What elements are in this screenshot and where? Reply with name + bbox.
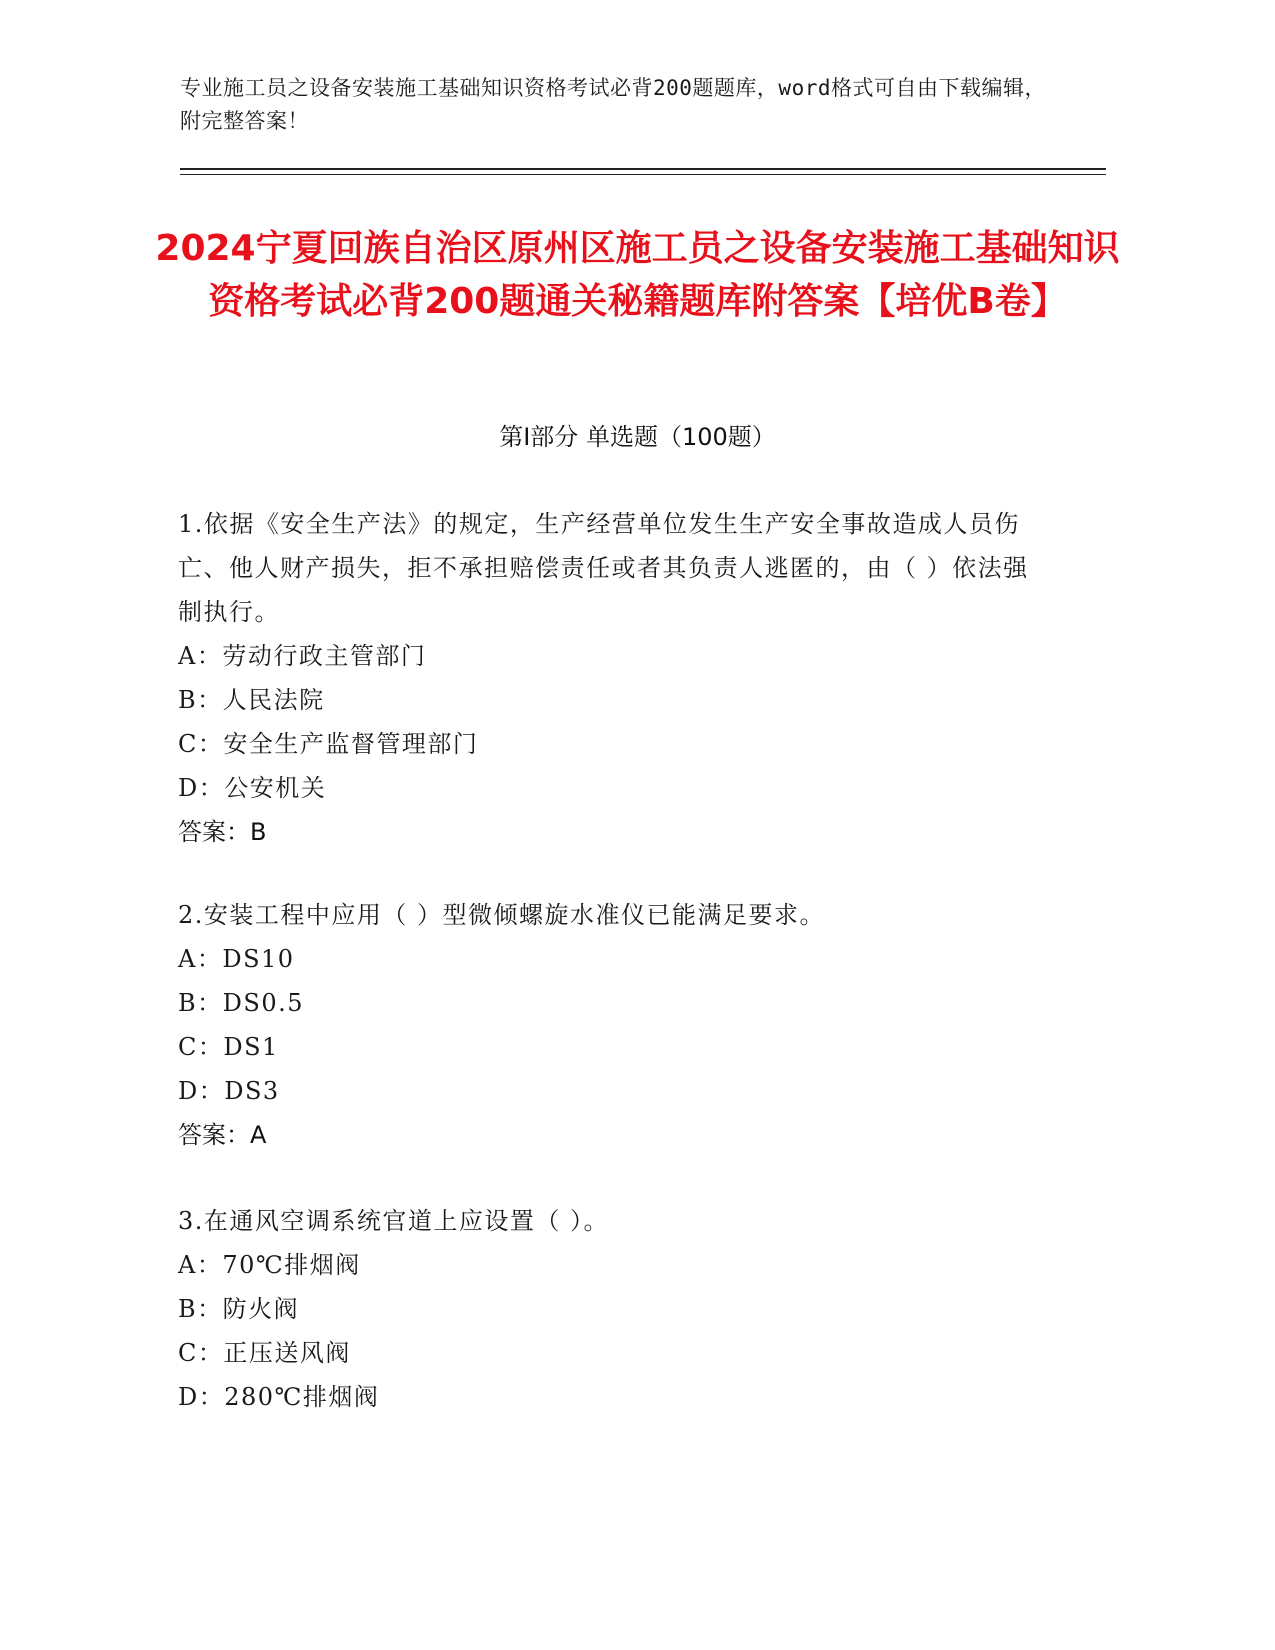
option-a: A：70℃排烟阀: [178, 1251, 361, 1279]
option-a: A：DS10: [178, 945, 295, 973]
question-stem: 3.在通风空调系统官道上应设置（ ）。: [178, 1207, 610, 1235]
option-c: C：DS1: [178, 1033, 279, 1061]
question-3: [178, 1199, 1038, 1419]
header-note: 专业施工员之设备安装施工基础知识资格考试必背200题题库，word格式可自由下载编辑，附完整答案！: [180, 76, 1046, 133]
option-d: D：280℃排烟阀: [178, 1383, 380, 1411]
header-divider-thin: [180, 174, 1106, 175]
header-divider-thick: [180, 168, 1106, 170]
option-c: C：正压送风阀: [178, 1339, 351, 1367]
option-d: D：DS3: [178, 1077, 280, 1105]
question-1: [178, 502, 1038, 854]
option-c: C：安全生产监督管理部门: [178, 730, 479, 758]
option-b: B：人民法院: [178, 686, 325, 714]
answer: 答案：A: [178, 1121, 267, 1149]
question-2: [178, 893, 1038, 1157]
option-b: B：DS0.5: [178, 989, 304, 1017]
question-stem: 1.依据《安全生产法》的规定，生产经营单位发生生产安全事故造成人员伤亡、他人财产损失，拒不承担赔偿责任或者其负责人逃匿的，由（ ）依法强制执行。: [178, 510, 1029, 626]
question-stem: 2.安装工程中应用（ ）型微倾螺旋水准仪已能满足要求。: [178, 901, 826, 929]
answer: 答案：B: [178, 818, 267, 846]
section-heading: 第Ⅰ部分 单选题（100题）: [499, 423, 776, 451]
option-b: B：防火阀: [178, 1295, 300, 1323]
document-title: 2024宁夏回族自治区原州区施工员之设备安装施工基础知识资格考试必背200题通关秘籍题库附答案【培优B卷】: [155, 228, 1120, 322]
option-a: A：劳动行政主管部门: [178, 642, 427, 670]
option-d: D：公安机关: [178, 774, 327, 802]
